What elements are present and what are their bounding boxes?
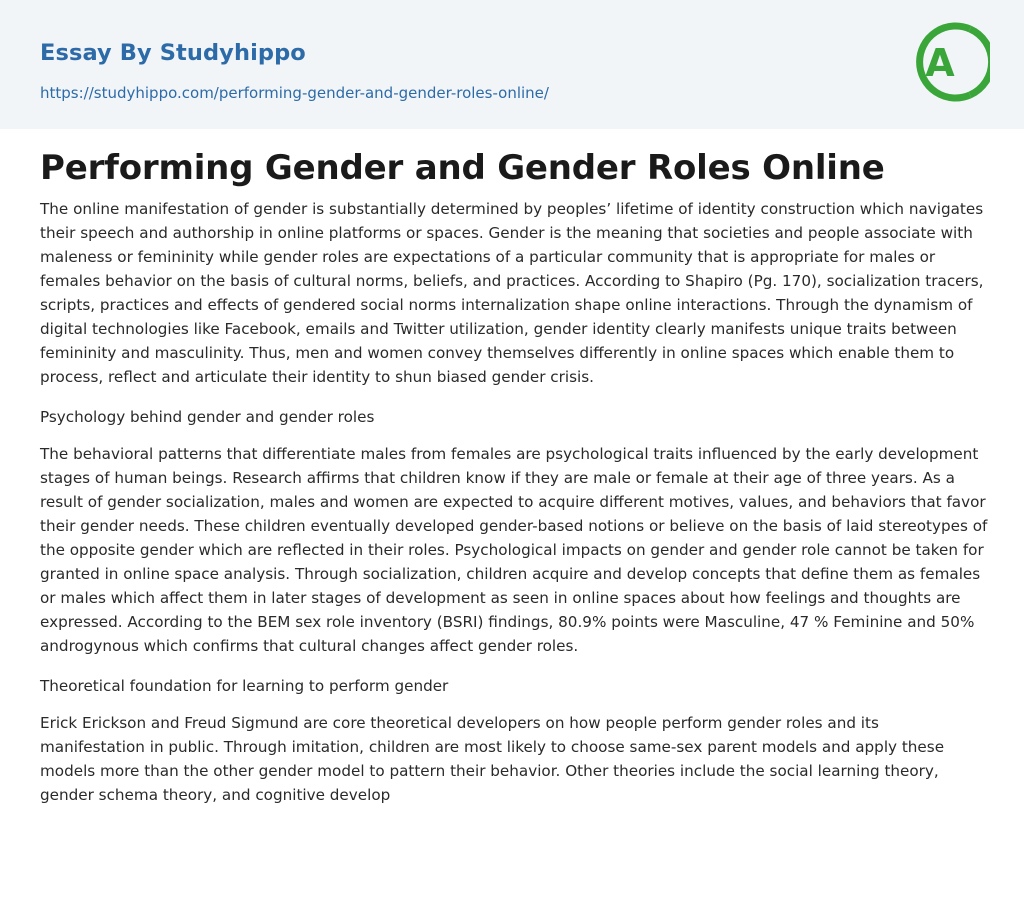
subheading-psychology: Psychology behind gender and gender roles	[40, 408, 375, 426]
subheading-theory: Theoretical foundation for learning to perform gender	[40, 677, 449, 695]
paragraph-psychology: The behavioral patterns that differentiate males from females are psychological traits influenced by the early development stages of human beings. Research affirms that children know if they are male or female at their age of three years. As a result of gender socialization, males and women are expected to acquire different motives, values, and behaviors that favor their gender needs. These children eventually developed gender-based notions or believe on the basis of laid stereotypes of the opposite gender which are reflected in their roles. Psychological impacts on gender and gender role cannot be taken for granted in online space analysis. Through socialization, children acquire and develop concepts that define them as females or males which affect them in later stages of development as seen in online spaces about how feelings and thoughts are expressed. According to the BEM sex role inventory (BSRI) findings, 80.9% points were Masculine, 47 % Feminine and 50% androgynous which confirms that cultural changes affect gender roles.	[40, 445, 988, 655]
logo-letter: A	[925, 41, 955, 85]
article-content	[40, 146, 988, 823]
brand-title[interactable]: Essay By Studyhippo	[40, 40, 306, 66]
site-header	[0, 0, 1024, 129]
paragraph-theory: Erick Erickson and Freud Sigmund are core theoretical developers on how people perform gender roles and its manifestation in public. Through imitation, children are most likely to choose same-sex parent models and apply these models more than the other gender model to pattern their behavior. Other theories include the social learning theory, gender schema theory, and cognitive develop	[40, 714, 945, 804]
article-url-link[interactable]: https://studyhippo.com/performing-gender-and-gender-roles-online/	[40, 84, 549, 102]
article-title: Performing Gender and Gender Roles Online	[40, 148, 885, 188]
studyhippo-logo-icon[interactable]	[910, 16, 990, 108]
paragraph-intro: The online manifestation of gender is substantially determined by peoples’ lifetime of identity construction which navigates their speech and authorship in online platforms or spaces. Gender is the meaning that societies and people associate with maleness or femininity while gender roles are expectations of a particular community that is appropriate for males or females behavior on the basis of cultural norms, beliefs, and practices. According to Shapiro (Pg. 170), socialization tracers, scripts, practices and effects of gendered social norms internalization shape online interactions. Through the dynamism of digital technologies like Facebook, emails and Twitter utilization, gender identity clearly manifests unique traits between femininity and masculinity. Thus, men and women convey themselves differently in online spaces which enable them to process, reflect and articulate their identity to shun biased gender crisis.	[40, 200, 984, 386]
